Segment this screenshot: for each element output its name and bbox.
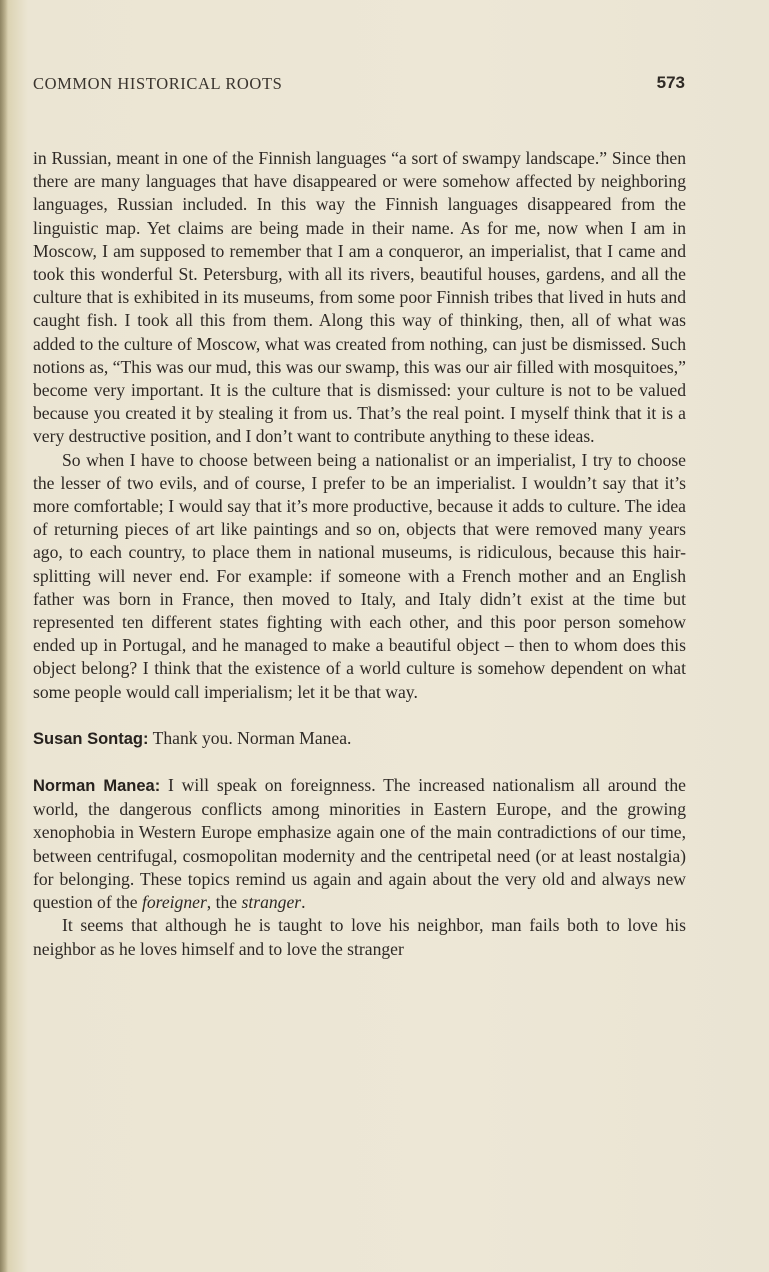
page-number: 573 — [656, 73, 685, 92]
speech-text: . — [301, 892, 306, 913]
paragraph-5: It seems that although he is taught to love his neighbor, man fails both to love his neighbor as he loves himself and to love the stranger — [33, 915, 686, 959]
speech-text: Thank you. Norman Manea. — [148, 727, 352, 748]
speaker-name: Norman Manea: — [33, 777, 161, 796]
paragraph-manea — [33, 774, 686, 914]
paragraph-1: in Russian, meant in one of the Finnish languages “a sort of swampy landscape.” Since then there are many languages that have disappeared or were somehow affected by neighboring languages, Russian included. In this way the Finnish languages disappeared from the linguistic map. Yet claims are being made in their name. As for me, now when I am in Moscow, I am supposed to remember that I am a conqueror, an imperialist, that I came and took this wonderful St. Petersburg, with all its rivers, beautiful houses, gardens, and all the culture that is exhibited in its museums, from some poor Finnish tribes that lived in huts and caught fish. I took all this from them. Along this way of thinking, then, all of what was added to the culture of Moscow, what was created from nothing, can just be dismissed. Such notions as, “This was our mud, this was our swamp, this was our air filled with mosquitoes,” become very important. It is the culture that is dismissed: your culture is not to be valued because you created it by stealing it from us. That’s the real point. I myself think that it is a very destructive position, and I don’t want to contribute anything to these ideas. — [33, 148, 686, 447]
paragraph-sontag — [33, 727, 686, 751]
italic-term: foreigner — [141, 892, 207, 913]
running-head — [33, 74, 685, 98]
italic-term: stranger — [241, 892, 302, 913]
speech-text: , the — [206, 892, 242, 913]
running-title: COMMON HISTORICAL ROOTS — [33, 74, 283, 93]
paragraph-2: So when I have to choose between being a nationalist or an imperialist, I try to choose the lesser of two evils, and of course, I prefer to be an imperialist. I wouldn’t say that it’s more comfortable; I would say that it’s more productive, because it adds to culture. The idea of returning pieces of art like paintings and so on, objects that were removed many years ago, to each country, to place them in national museums, is ridiculous, because this hair-splitting will never end. For example: if someone with a French mother and an English father was born in France, then moved to Italy, and Italy didn’t exist at the time but represented ten different states fighting with each other, and this poor person somehow ended up in Portugal, and he managed to make a beautiful object – then to whom does this object belong? I think that the existence of a world culture is somehow dependent on what some people would call imperialism; let it be that way. — [33, 449, 686, 702]
speaker-name: Susan Sontag: — [33, 729, 149, 748]
book-spine-shadow — [0, 0, 8, 1272]
body-text — [33, 147, 686, 961]
speech-text: I will speak on foreignness. The increased nationalism all around the world, the dangerous conflicts among minorities in Eastern Europe, and the growing xenophobia in Western Europe emphasize again one of the main contradictions of our time, between centrifugal, cosmopolitan modernity and the centripetal need (or at least nostalgia) for belonging. These topics remind us again and again about the very old and always new question of the — [33, 775, 686, 913]
